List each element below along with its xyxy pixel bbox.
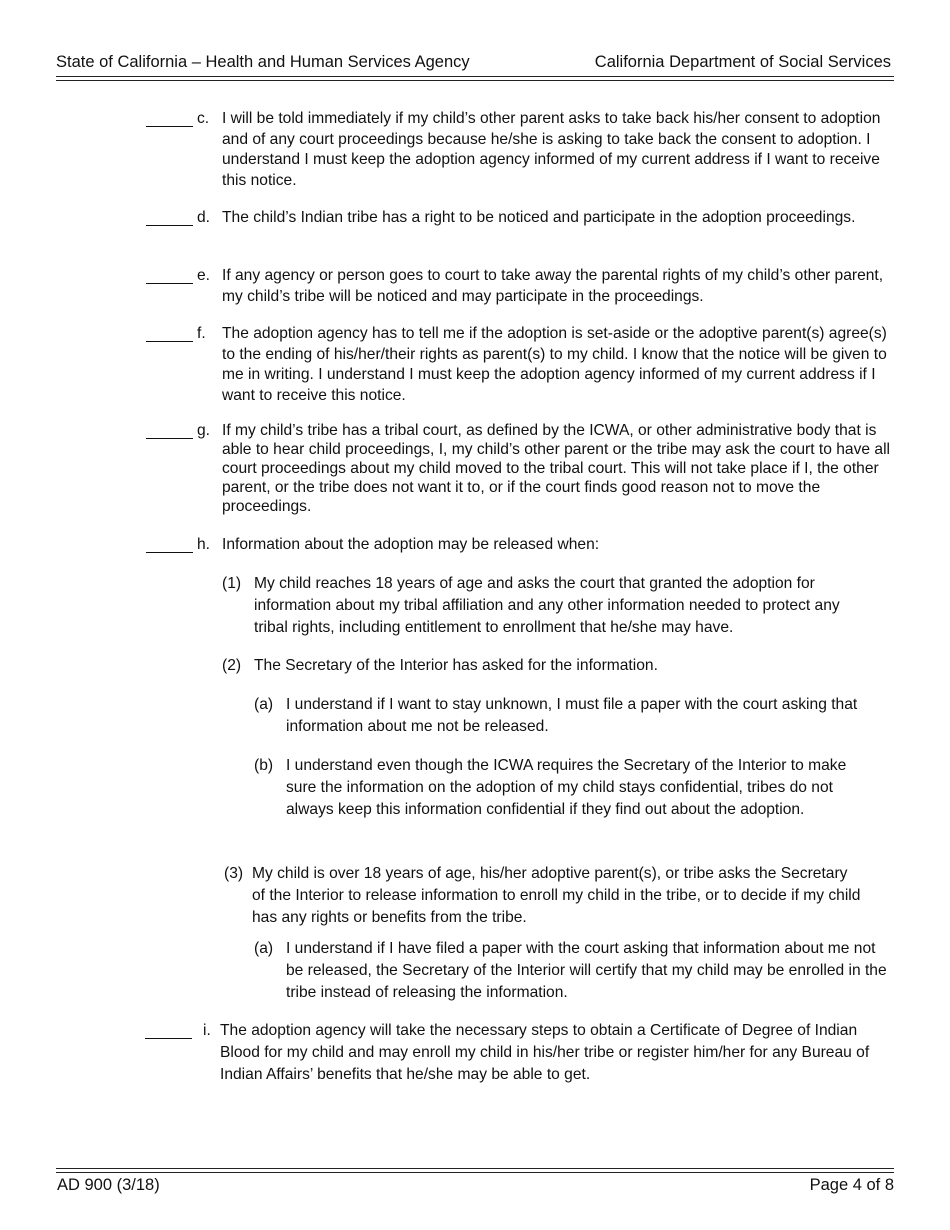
item-text: Information about the adoption may be released when: [222,536,600,553]
item-letter: c. [197,110,210,127]
page-number: Page 4 of 8 [809,1176,894,1194]
item-text: I will be told immediately if my child’s other parent asks to take back his/her consent to adoption and of any court proceedings because he/she is asking to take back the consent to adoption. I understand I must keep the adoption agency informed of my current address if I want to receive this notice. [222,110,881,189]
sub-text: My child reaches 18 years of age and asks the court that granted the adoption for information about my tribal affiliation and any other information needed to protect any tribal rights, including entitlement to enrollment that he/she may have. [254,575,840,636]
header-rule-bottom [56,80,894,81]
sub-number: (a) [254,696,274,713]
footer-rule-top [56,1168,894,1169]
sub-text: I understand if I have filed a paper with the court asking that information about me not be released, the Secretary of the Interior will certify that my child may be enrolled in the tribe instead of releasing the information. [286,940,887,1001]
sub-number: (3) [224,865,244,882]
initials-blank-g[interactable] [146,438,193,439]
item-text: If my child’s tribe has a tribal court, as defined by the ICWA, or other administrative body that is able to hear child proceedings, I, my child’s other parent or the tribe may ask the court to have all court proceedings about my child moved to the tribal court. This will not take place if I, the other parent, or the tribe does not want it to, or if the court finds good reason not to move the proceedings. [222,422,891,515]
initials-blank-c[interactable] [146,126,193,127]
header-department: California Department of Social Services [594,53,891,71]
sub-text: I understand even though the ICWA requires the Secretary of the Interior to make sure the information on the adoption of my child stays confidential, tribes do not always keep this information confidential if they find out about the adoption. [286,757,847,818]
initials-blank-d[interactable] [146,225,193,226]
sub-text: The Secretary of the Interior has asked for the information. [254,657,658,674]
item-letter: f. [197,325,206,342]
sub-number: (a) [254,940,274,957]
item-text: The adoption agency will take the necessary steps to obtain a Certificate of Degree of Indian Blood for my child and may enroll my child in his/her tribe or register him/her for any Bureau of Indian Affairs’ benefits that he/she may be able to get. [220,1022,870,1083]
initials-blank-e[interactable] [146,283,193,284]
item-letter: e. [197,267,211,284]
sub-text: I understand if I want to stay unknown, I must file a paper with the court asking that information about me not be released. [286,696,858,735]
item-letter: h. [197,536,211,553]
initials-blank-i[interactable] [145,1038,192,1039]
item-letter: d. [197,209,211,226]
sub-text: My child is over 18 years of age, his/her adoptive parent(s), or tribe asks the Secretary of the Interior to release information to enroll my child in the tribe, or to decide if my child has any rights or benefits from the tribe. [252,865,861,926]
sub-number: (1) [222,575,242,592]
item-letter: g. [197,422,211,439]
sub-number: (b) [254,757,274,774]
item-letter: i. [203,1022,211,1039]
initials-blank-h[interactable] [146,552,193,553]
header-agency: State of California – Health and Human Services Agency [56,53,470,71]
item-text: The adoption agency has to tell me if the adoption is set-aside or the adoptive parent(s) agree(s) to the ending of his/her/their rights as parent(s) to my child. I know that the notice will be given to me in writing. I understand I must keep the adoption agency informed of my current address if I want to receive this notice. [222,325,887,404]
header-rule-top [56,76,894,77]
form-id: AD 900 (3/18) [57,1176,160,1194]
sub-number: (2) [222,657,242,674]
footer-rule-bottom [56,1172,894,1173]
initials-blank-f[interactable] [146,341,193,342]
item-text: If any agency or person goes to court to take away the parental rights of my child’s other parent, my child’s tribe will be noticed and may participate in the proceedings. [222,267,884,305]
item-text: The child’s Indian tribe has a right to be noticed and participate in the adoption proceedings. [222,209,856,226]
